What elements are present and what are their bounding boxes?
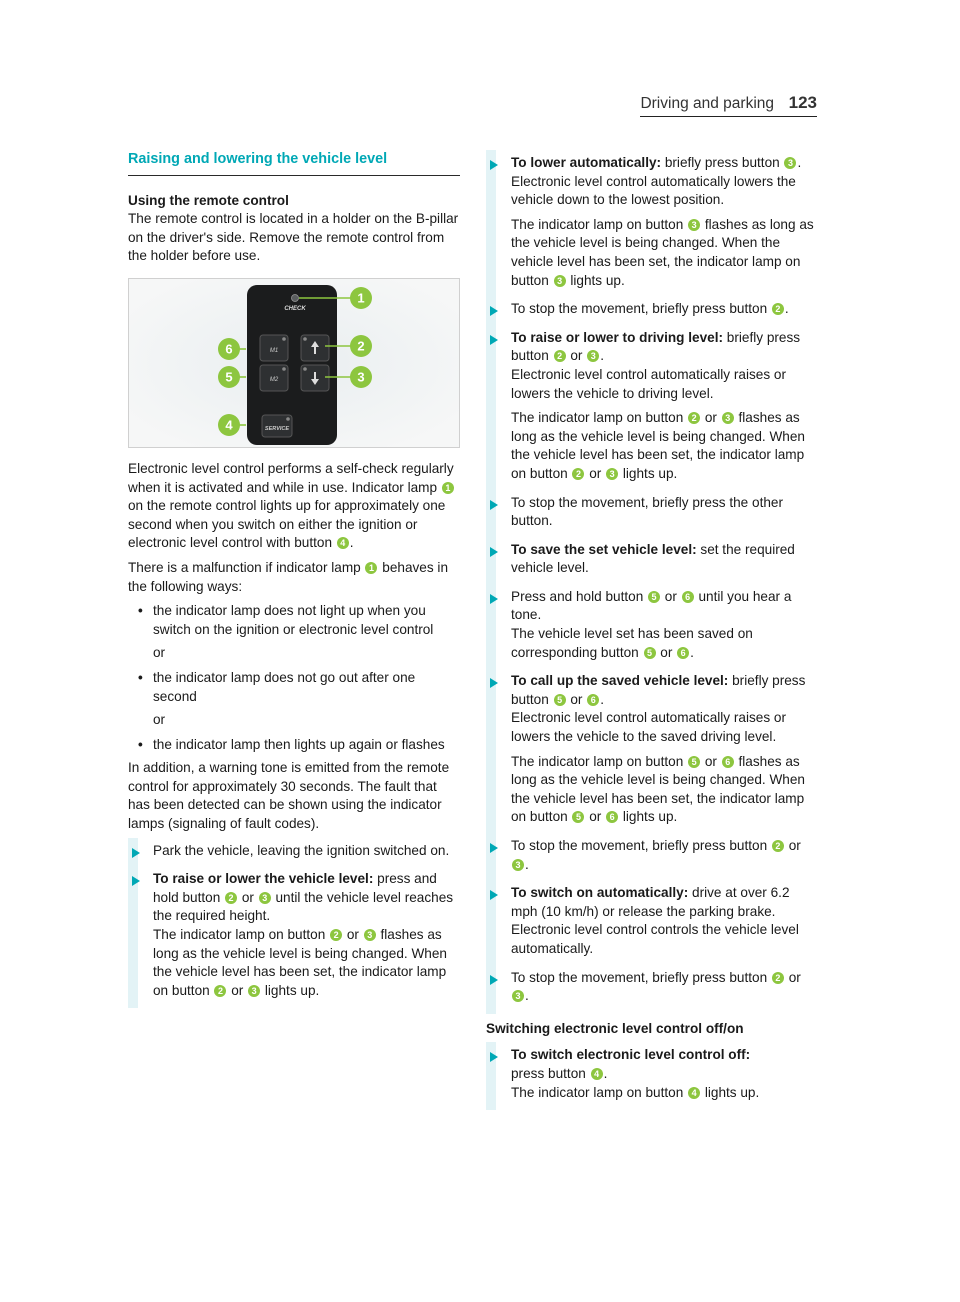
service-label: SERVICE — [264, 425, 290, 432]
right-column — [486, 150, 818, 1112]
m1-label: M1 — [269, 347, 279, 354]
step-stop-movement: To stop the movement, briefly press button 2 . — [486, 300, 818, 319]
step-call-up-level: To call up the saved vehicle level: briefly press button 5 or 6 . Electronic level control automatically raises or lowers the vehicle to the saved driving level. The indicator lamp on button 5 or 6 flashes as long as the vehicle level is being changed. When the vehicle level has been set, the indicator lamp on button 5 or 6 lights up. — [486, 672, 818, 827]
header-section-title: Driving and parking — [640, 95, 774, 112]
step-arrow-icon — [490, 975, 498, 985]
service-lamp — [286, 417, 290, 421]
page-number: 123 — [788, 93, 817, 112]
or-text: or — [153, 645, 166, 661]
page-header — [0, 92, 960, 122]
step-arrow-icon — [490, 594, 498, 604]
callout-6 — [218, 338, 240, 360]
left-column — [128, 150, 460, 1010]
step-save-level: To save the set vehicle level: set the required vehicle level. — [486, 541, 818, 578]
switching-heading: Switching electronic level control off/on — [486, 1020, 744, 1036]
step-lower-automatically: To lower automatically: briefly press button 3 . Electronic level control automatically lowers the vehicle down to the lowest position. The indicator lamp on button 3 flashes as long as the vehicle level is being changed. When the vehicle level has been set, the indicator lamp on button 3 lights up. — [486, 154, 818, 290]
ref-1: 1 — [365, 562, 377, 574]
section-title: Raising and lowering the vehicle level — [128, 150, 460, 176]
m2-label: M2 — [269, 376, 279, 383]
up-lamp — [303, 337, 307, 341]
step-stop-movement-2: To stop the movement, briefly press button 2 or 3 . — [486, 837, 818, 874]
callout-2 — [350, 335, 372, 357]
malfunction-paragraph: There is a malfunction if indicator lamp 1 behaves in the following ways: — [128, 559, 449, 594]
list-item: • the indicator lamp then lights up again or flashes — [128, 736, 460, 755]
step-raise-lower: To raise or lower the vehicle level: press and hold button 2 or 3 until the vehicle level reaches the required height. The indicator lamp on button 2 or 3 flashes as long as the vehicle level is being changed. When the vehicle level has been set, the indicator lamp on button 2 or 3 lights up. — [128, 870, 460, 1000]
m1-lamp — [282, 337, 286, 341]
svg-text:6: 6 — [225, 341, 233, 357]
svg-text:1: 1 — [357, 290, 365, 306]
step-switch-off: To switch electronic level control off: press button 4 . The indicator lamp on button 4 lights up. — [486, 1046, 818, 1102]
svg-text:5: 5 — [225, 369, 233, 385]
ref-4: 4 — [337, 537, 349, 549]
svg-text:3: 3 — [357, 369, 365, 385]
check-lamp — [292, 294, 299, 301]
malfunction-list — [128, 669, 460, 706]
svg-text:4: 4 — [225, 417, 233, 433]
step-arrow-icon — [490, 1052, 498, 1062]
warning-tone-paragraph: In addition, a warning tone is emitted from the remote control for approximately 30 seconds. The fault that has been detected can be shown using the indicator lamps (signaling of fault codes). — [128, 760, 450, 832]
step-arrow-icon — [490, 843, 498, 853]
or-text: or — [153, 712, 166, 728]
remote-control-figure — [128, 278, 460, 448]
step-park: Park the vehicle, leaving the ignition switched on. — [128, 842, 460, 861]
step-arrow-icon — [490, 160, 498, 170]
malfunction-list — [128, 602, 460, 639]
ref-1: 1 — [442, 482, 454, 494]
step-arrow-icon — [490, 306, 498, 316]
svg-text:2: 2 — [357, 338, 365, 354]
header-rule — [640, 116, 817, 117]
m2-lamp — [282, 367, 286, 371]
check-label: CHECK — [284, 305, 306, 312]
callout-5 — [218, 366, 240, 388]
step-arrow-icon — [132, 848, 140, 858]
list-item: • the indicator lamp does not go out after one second — [128, 669, 460, 706]
step-arrow-icon — [490, 335, 498, 345]
step-arrow-icon — [490, 890, 498, 900]
step-arrow-icon — [132, 876, 140, 886]
remote-control-svg — [129, 279, 459, 447]
callout-3 — [350, 366, 372, 388]
remote-text: The remote control is located in a holder on the B-pillar on the driver's side. Remove the remote control from the holder before use. — [128, 211, 459, 264]
callout-4 — [218, 414, 240, 436]
step-stop-other-button: To stop the movement, briefly press the other button. — [486, 494, 818, 531]
step-driving-level: To raise or lower to driving level: briefly press button 2 or 3 . Electronic level control automatically raises or lowers the vehicle to driving level. The indicator lamp on button 2 or 3 flashes as long as the vehicle level is being changed. When the vehicle level has been set, the indicator lamp on button 2 or 3 lights up. — [486, 329, 818, 484]
step-arrow-icon — [490, 547, 498, 557]
malfunction-list — [128, 736, 460, 755]
remote-heading: Using the remote control — [128, 192, 289, 208]
step-switch-on-auto: To switch on automatically: drive at over 6.2 mph (10 km/h) or release the parking brake. Electronic level control controls the vehicle level automatically. — [486, 884, 818, 958]
step-press-hold: Press and hold button 5 or 6 until you hear a tone. The vehicle level set has been saved on corresponding button 5 or 6 . — [486, 588, 818, 662]
step-arrow-icon — [490, 500, 498, 510]
down-lamp — [303, 367, 307, 371]
callout-1 — [350, 287, 372, 309]
step-arrow-icon — [490, 678, 498, 688]
self-check-paragraph: Electronic level control performs a self-check regularly when it is activated and while in use. Indicator lamp 1 on the remote control lights up for approximately one second when you switch on either the ignition or electronic level control with button 4 . — [128, 460, 454, 551]
step-stop-movement-3: To stop the movement, briefly press button 2 or 3 . — [486, 969, 818, 1006]
list-item: • the indicator lamp does not light up when you switch on the ignition or electronic level control — [128, 602, 460, 639]
